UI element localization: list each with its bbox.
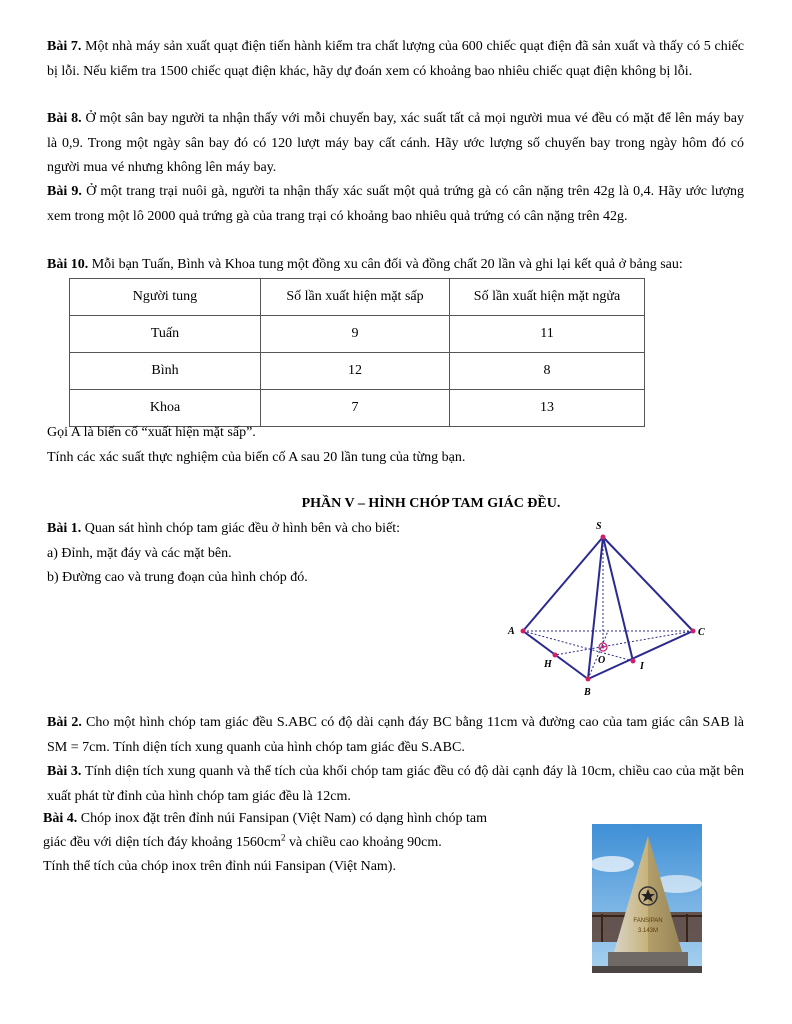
question-b: b) Đường cao và trung đoạn của hình chóp đó. bbox=[47, 570, 308, 585]
exercise-label: Bài 2. bbox=[47, 715, 82, 730]
photo-text-2: 3.143M bbox=[637, 928, 659, 934]
median-A bbox=[523, 631, 633, 661]
point-C bbox=[691, 629, 696, 634]
table-row bbox=[70, 353, 645, 390]
pyramid-figure bbox=[500, 515, 720, 700]
p5-exercise-3 bbox=[47, 760, 744, 809]
label-O: O bbox=[598, 655, 606, 666]
table-header-row bbox=[70, 279, 645, 316]
exercise-label: Bài 1. bbox=[47, 521, 82, 536]
superscript: 2 bbox=[280, 832, 286, 843]
point-S bbox=[601, 535, 606, 540]
exercise-label: Bài 9. bbox=[47, 184, 82, 199]
p5-exercise-1 bbox=[47, 519, 400, 539]
p5-exercise-4 bbox=[43, 809, 487, 829]
question-a: a) Đỉnh, mặt đáy và các mặt bên. bbox=[47, 546, 232, 561]
text-part: giác đều với diện tích đáy khoảng 1560cm bbox=[43, 835, 281, 850]
exercise-label: Bài 10. bbox=[47, 257, 89, 272]
table-cell: Bình bbox=[70, 353, 261, 390]
task-text: Tính các xác suất thực nghiệm của biến cố A sau 20 lần tung của từng bạn. bbox=[47, 450, 466, 465]
table-cell: 7 bbox=[261, 390, 450, 427]
exercise-9 bbox=[47, 180, 744, 229]
exercise-label: Bài 7. bbox=[47, 39, 82, 54]
exercise-7 bbox=[47, 35, 744, 84]
fansipan-photo bbox=[592, 824, 702, 973]
table-cell: 13 bbox=[450, 390, 645, 427]
label-B: B bbox=[584, 687, 591, 698]
point-B bbox=[586, 677, 591, 682]
point-O-center bbox=[602, 646, 605, 649]
label-I: I bbox=[640, 661, 644, 672]
table-cell: 11 bbox=[450, 316, 645, 353]
point-I bbox=[631, 659, 636, 664]
exercise-text: Mỗi bạn Tuấn, Bình và Khoa tung một đồng xu cân đối và đồng chất 20 lần và ghi lại kết quả ở bảng sau: bbox=[91, 257, 683, 272]
exercise-10 bbox=[47, 253, 744, 278]
p5-exercise-2 bbox=[47, 711, 744, 760]
point-H bbox=[553, 653, 558, 658]
text-part: và chiều cao khoảng 90cm. bbox=[285, 835, 442, 850]
exercise-label: Bài 4. bbox=[43, 811, 78, 826]
table-row bbox=[70, 316, 645, 353]
exercise-text: Quan sát hình chóp tam giác đều ở hình bên và cho biết: bbox=[84, 521, 401, 536]
table-cell: Tuấn bbox=[70, 316, 261, 353]
label-S: S bbox=[596, 521, 602, 532]
label-A: A bbox=[508, 626, 515, 637]
exercise-label: Bài 3. bbox=[47, 764, 82, 779]
section-title: PHẦN V – HÌNH CHÓP TAM GIÁC ĐỀU. bbox=[301, 496, 561, 511]
exercise-text: Ở một sân bay người ta nhận thấy với mỗi chuyến bay, xác suất tất cả mọi người mua vé đều có mặt để lên máy bay là 0,9. Trong một ngày sân bay đó có 120 lượt máy bay cất cánh. Hãy ước lượng số chuyến bay trong ngày hôm đó có người mua vé nhưng không lên máy bay. bbox=[47, 111, 744, 175]
exercise-text: Ở một trang trại nuôi gà, người ta nhận thấy xác suất một quả trứng gà có cân nặng trên 42g là 0,4. Hãy ước lượng xem trong một lô 2000 quả trứng gà của trang trại có khoảng bao nhiêu quả trứng có cân nặng trên 42g. bbox=[47, 184, 744, 224]
table-cell: Khoa bbox=[70, 390, 261, 427]
photo-text-1: FANSIPAN bbox=[633, 918, 663, 924]
table-cell: 12 bbox=[261, 353, 450, 390]
median-C bbox=[555, 631, 693, 655]
event-definition: Gọi A là biến cố “xuất hiện mặt sấp”. bbox=[47, 425, 256, 440]
exercise-8 bbox=[47, 107, 744, 181]
exercise-text: Cho một hình chóp tam giác đều S.ABC có độ dài cạnh đáy BC bằng 11cm và đường cao của tam giác cân SAB là SM = 7cm. Tính diện tích xung quanh của hình chóp tam giác đều S.ABC. bbox=[47, 715, 745, 755]
apothem-SI bbox=[603, 537, 633, 661]
exercise-text: Chóp inox đặt trên đỉnh núi Fansipan (Việt Nam) có dạng hình chóp tam bbox=[80, 811, 487, 826]
table-header: Người tung bbox=[70, 279, 261, 316]
edge-SA bbox=[523, 537, 603, 631]
table-row bbox=[70, 390, 645, 427]
table-header: Số lần xuất hiện mặt sấp bbox=[261, 279, 450, 316]
exercise-label: Bài 8. bbox=[47, 111, 82, 126]
table-cell: 9 bbox=[261, 316, 450, 353]
table-cell: 8 bbox=[450, 353, 645, 390]
exercise-text: Tính diện tích xung quanh và thể tích của khối chóp tam giác đều có độ dài cạnh đáy là 10cm, chiều cao của mặt bên xuất phát từ đỉnh của hình chóp tam giác đều là 12cm. bbox=[47, 764, 745, 804]
exercise-text-line2 bbox=[43, 833, 442, 853]
exercise-text-line3: Tính thể tích của chóp inox trên đỉnh núi Fansipan (Việt Nam). bbox=[43, 859, 396, 874]
exercise-text: Một nhà máy sản xuất quạt điện tiến hành kiểm tra chất lượng của 600 chiếc quạt điện đã sản xuất và thấy có 5 chiếc bị lỗi. Nếu kiểm tra 1500 chiếc quạt điện khác, hãy dự đoán xem có khoảng bao nhiêu chiếc quạt điện không bị lỗi. bbox=[47, 39, 745, 79]
label-H: H bbox=[544, 659, 552, 670]
point-A bbox=[521, 629, 526, 634]
label-C: C bbox=[698, 627, 705, 638]
coin-toss-table bbox=[69, 278, 645, 427]
table-header: Số lần xuất hiện mặt ngửa bbox=[450, 279, 645, 316]
edge-SC bbox=[603, 537, 693, 631]
